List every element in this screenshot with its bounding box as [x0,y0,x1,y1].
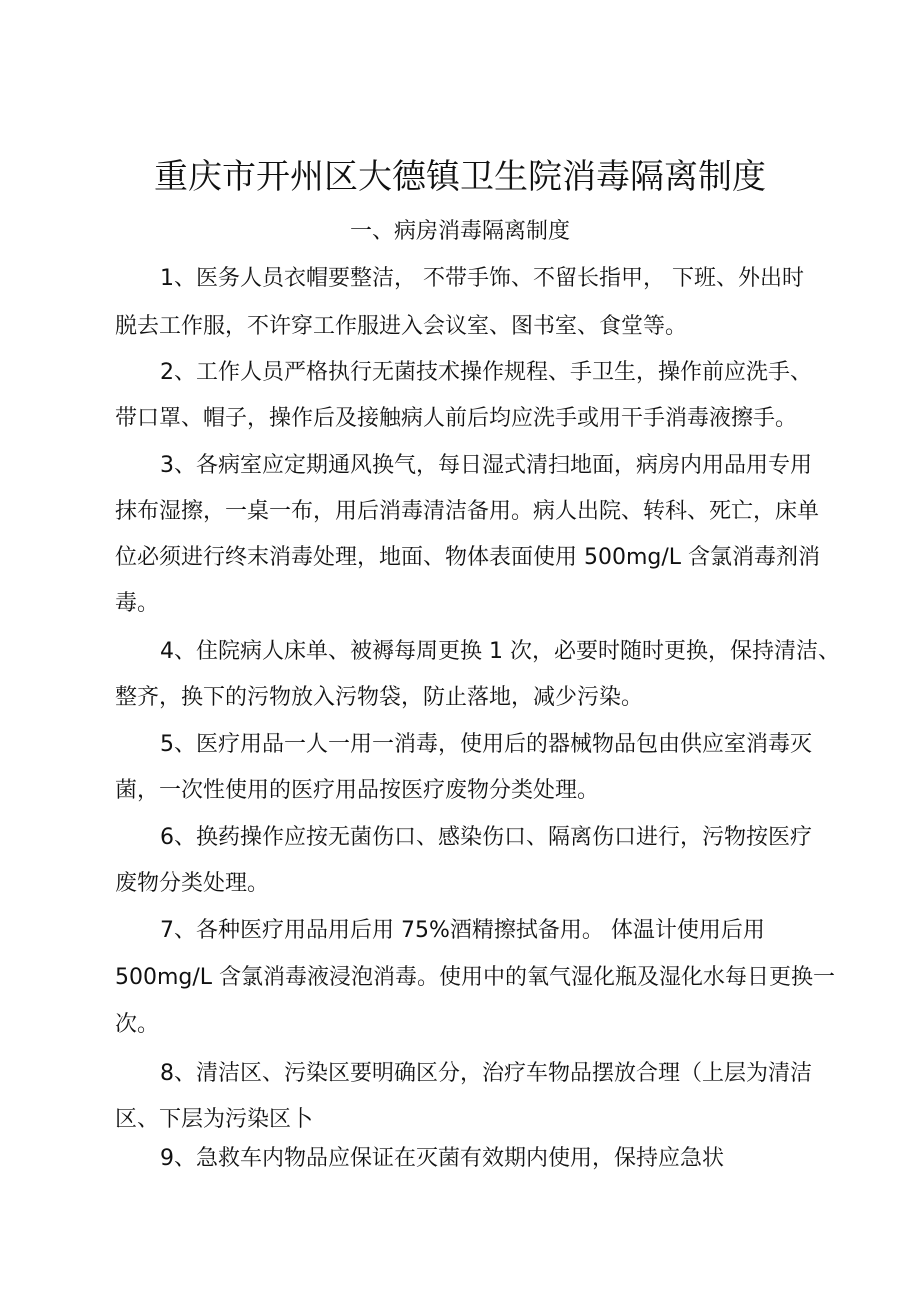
paragraph-3-line-1: 3、各病室应定期通风换气，每日湿式清扫地面，病房内用品用专用 [160,453,812,478]
paragraph-5-line-1: 5、医疗用品一人一用一消毒，使用后的器械物品包由供应室消毒灭 [160,732,812,757]
paragraph-2-line-1: 2、工作人员严格执行无菌技术操作规程、手卫生，操作前应洗手、 [160,360,812,385]
paragraph-7-line-2: 500mg/L 含氯消毒液浸泡消毒。使用中的氧气湿化瓶及湿化水每日更换一 [115,965,836,990]
paragraph-2-line-2: 带口罩、帽子，操作后及接触病人前后均应洗手或用干手消毒液擦手。 [115,406,798,431]
paragraph-3-line-2: 抹布湿擦，一桌一布，用后消毒清洁备用。病人出院、转科、死亡，床单 [115,499,820,524]
paragraph-8-line-1: 8、清洁区、污染区要明确区分，治疗车物品摆放合理（上层为清洁 [160,1061,812,1086]
paragraph-8-line-2: 区、下层为污染区卜 [115,1107,314,1132]
paragraph-5-line-2: 菌，一次性使用的医疗用品按医疗废物分类处理。 [115,778,600,803]
paragraph-4-line-1: 4、住院病人床单、被褥每周更换 1 次，必要时随时更换，保持清洁、 [160,639,840,664]
paragraph-1-line-1: 1、医务人员衣帽要整洁， 不带手饰、不留长指甲， 下班、外出时 [160,266,804,291]
paragraph-4-line-2: 整齐，换下的污物放入污物袋，防止落地，减少污染。 [115,685,644,710]
paragraph-9-line-1: 9、急救车内物品应保证在灭菌有效期内使用，保持应急状 [160,1146,724,1171]
paragraph-6-line-1: 6、换药操作应按无菌伤口、感染伤口、隔离伤口进行，污物按医疗 [160,825,812,850]
paragraph-7-line-1: 7、各种医疗用品用后用 75%酒精擦拭备用。 体温计使用后用 [160,918,765,943]
paragraph-7-line-3: 次。 [115,1012,160,1037]
paragraph-6-line-2: 废物分类处理。 [115,871,270,896]
paragraph-1-line-2: 脱去工作服，不许穿工作服进入会议室、图书室、食堂等。 [115,314,688,339]
section-title: 一、病房消毒隔离制度 [349,219,570,244]
paragraph-3-line-3: 位必须进行终末消毒处理，地面、物体表面使用 500mg/L 含氯消毒剂消 [115,545,821,570]
document-title: 重庆市开州区大德镇卫生院消毒隔离制度 [154,157,766,197]
paragraph-3-line-4: 毒。 [115,591,160,616]
